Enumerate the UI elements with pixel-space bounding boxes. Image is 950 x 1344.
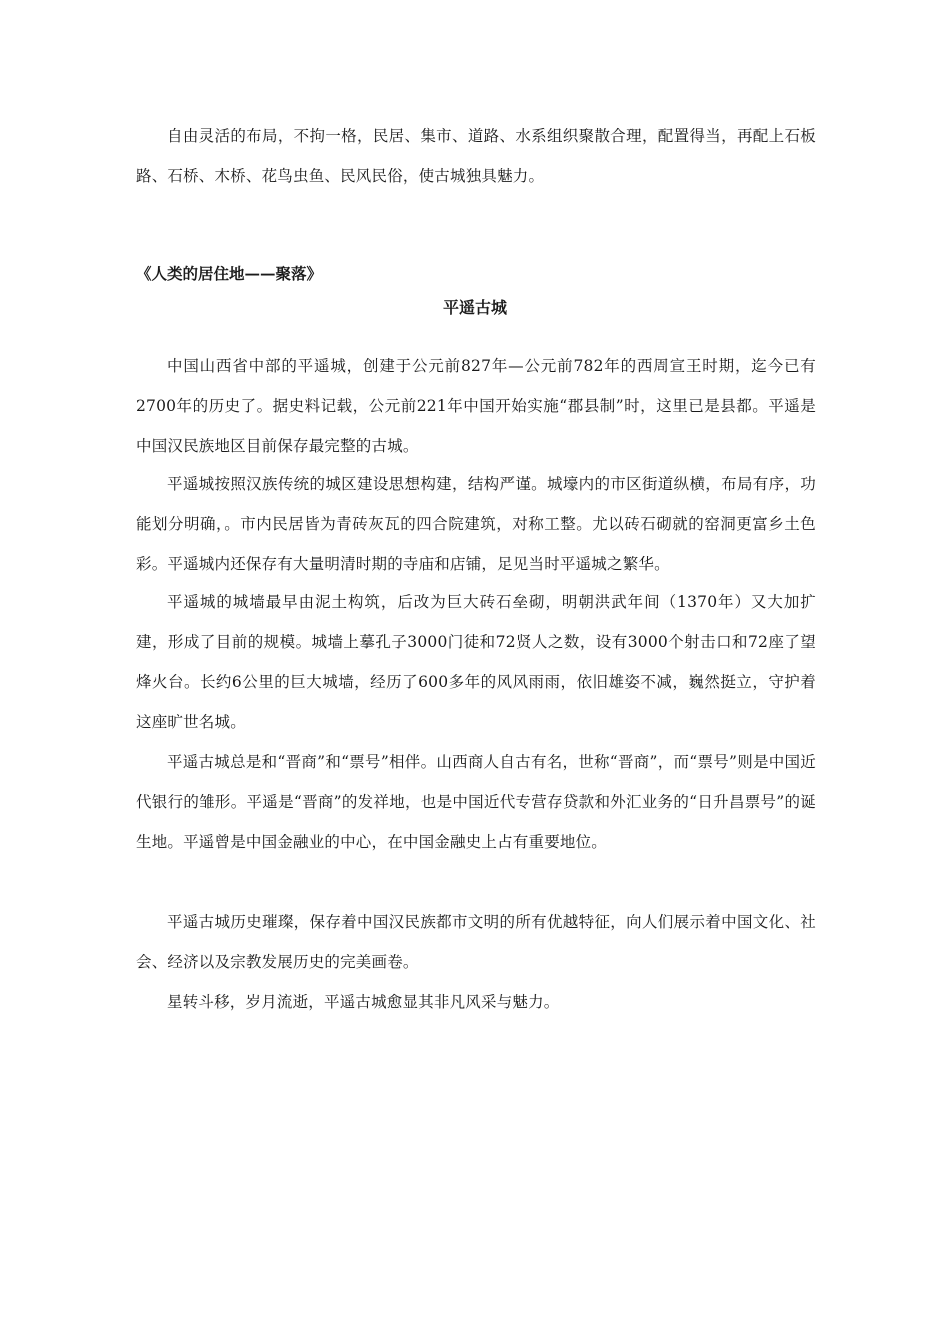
article-paragraph-3: 平遥城的城墙最早由泥土构筑，后改为巨大砖石垒砌，明朝洪武年间（1370年）又大加扩建，形成了目前的规模。城墙上摹孔子3000门徒和72贤人之数，设有3000个射击口和72座了望烽火台。长约6公里的巨大城墙，经历了600多年的风风雨雨，依旧雄姿不减，巍然挺立，守护着这座旷世名城。 bbox=[136, 593, 816, 731]
article-paragraph-2: 平遥城按照汉族传统的城区建设思想构建，结构严谨。城壕内的市区街道纵横，布局有序，功能划分明确，。市内民居皆为青砖灰瓦的四合院建筑，对称工整。尤以砖石砌就的窑洞更富乡土色彩。平遥城内还保存有大量明清时期的寺庙和店铺，足见当时平遥城之繁华。 bbox=[136, 475, 816, 573]
lesson-title: 《人类的居住地——聚落》 bbox=[136, 264, 323, 283]
article-paragraph-4: 平遥古城总是和“晋商”和“票号”相伴。山西商人自古有名，世称“晋商”，而“票号”则是中国近代银行的雏形。平遥是“晋商”的发祥地，也是中国近代专营存贷款和外汇业务的“日升昌票号”的诞生地。平遥曾是中国金融业的中心，在中国金融史上占有重要地位。 bbox=[136, 753, 816, 851]
intro-paragraph: 自由灵活的布局，不拘一格，民居、集市、道路、水系组织聚散合理，配置得当，再配上石板路、石桥、木桥、花鸟虫鱼、民风民俗，使古城独具魅力。 bbox=[136, 127, 816, 185]
article-paragraph-6: 星转斗移，岁月流逝，平遥古城愈显其非凡风采与魅力。 bbox=[167, 993, 560, 1011]
article-paragraph-5: 平遥古城历史璀璨，保存着中国汉民族都市文明的所有优越特征，向人们展示着中国文化、社会、经济以及宗教发展历史的完美画卷。 bbox=[136, 913, 816, 971]
article-paragraph-1: 中国山西省中部的平遥城，创建于公元前827年—公元前782年的西周宣王时期，迄今已有2700年的历史了。据史料记载，公元前221年中国开始实施“郡县制”时，这里已是县都。平遥是中国汉民族地区目前保存最完整的古城。 bbox=[136, 357, 816, 455]
article-title: 平遥古城 bbox=[442, 298, 507, 317]
